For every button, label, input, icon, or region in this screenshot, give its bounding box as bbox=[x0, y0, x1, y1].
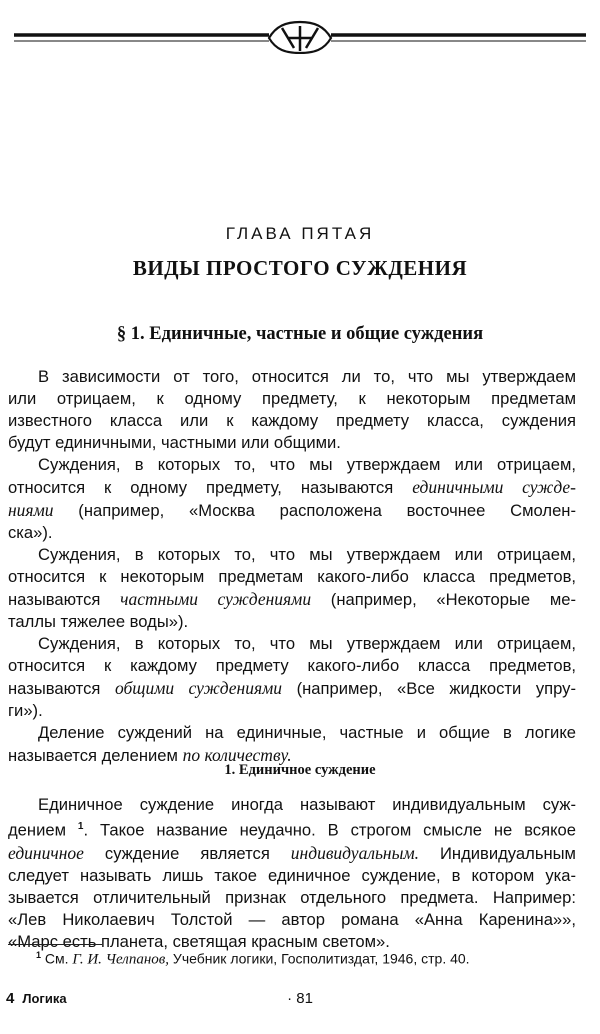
text-line: или отрицаем, к одному предмету, к некоторым предметам bbox=[8, 389, 576, 408]
subsection-body bbox=[8, 794, 576, 953]
text-line: ска»). bbox=[8, 523, 53, 542]
section-title: § 1. Единичные, частные и общие суждения bbox=[116, 324, 484, 344]
footnote-mark: 1 bbox=[36, 950, 42, 960]
text-line: относится к каждому предмету какого-либо класса предметов, bbox=[8, 656, 576, 675]
text-line: таллы тяжелее воды»). bbox=[8, 612, 189, 631]
text-line: Суждения, в которых то, что мы утверждаем или отрицаем, bbox=[38, 455, 576, 474]
chapter-label: ГЛАВА ПЯТАЯ bbox=[225, 224, 375, 243]
text-line: относится к одному предмету, называются единичными сужде- bbox=[8, 477, 576, 497]
text-line: «Марс есть планета, светящая красным светом». bbox=[8, 931, 390, 951]
text-line: дением $^1$. Такое название неудачно. В строгом смысле не всякое bbox=[8, 820, 576, 840]
subsection-title: 1. Единичное суждение bbox=[224, 762, 376, 778]
text-line: относится к некоторым предметам какого-либо класса предметов, bbox=[8, 567, 576, 586]
chapter-title: ВИДЫ ПРОСТОГО СУЖДЕНИЯ bbox=[132, 256, 468, 280]
text-line: следует называть лишь такое единичное суждение, в котором ука- bbox=[8, 865, 576, 885]
text-line: ниями (например, «Москва расположена восточнее Смолен- bbox=[8, 500, 576, 520]
text-line: известного класса или к каждому предмету класса, суждения bbox=[8, 411, 576, 430]
text-line: Единичное суждение иногда называют индивидуальным суж- bbox=[38, 795, 576, 814]
printer-signature: 4 Логика bbox=[6, 990, 67, 1007]
footnote-author: Г. И. Челпанов, bbox=[72, 951, 170, 968]
text-line: ги»). bbox=[8, 701, 43, 720]
text-line: называются частными суждениями (например, «Некоторые ме- bbox=[8, 589, 576, 609]
text-line: Суждения, в которых то, что мы утверждаем или отрицаем, bbox=[38, 545, 576, 564]
text-line: называются общими суждениями (например, «Все жидкости упру- bbox=[8, 678, 576, 698]
footnote-ref: 1 bbox=[77, 821, 84, 832]
page-number: · 81 bbox=[287, 990, 313, 1007]
ornament-header-rule-icon bbox=[14, 18, 586, 54]
footnote-divider bbox=[8, 944, 102, 945]
text-line: В зависимости от того, относится ли то, что мы утверждаем bbox=[38, 367, 576, 386]
text-line: будут единичными, частными или общими. bbox=[8, 433, 341, 452]
text-line: называется делением по количеству. bbox=[8, 745, 292, 765]
footnote: $^1$ См. Г. И. Челпанов, Учебник логики, Госполитиздат, 1946, стр. 40. bbox=[36, 950, 470, 968]
text-line: «Лев Николаевич Толстой — автор романа «Анна Каренина»», bbox=[8, 909, 576, 929]
text-line: Суждения, в которых то, что мы утверждаем или отрицаем, bbox=[38, 634, 576, 653]
text-line: зывается отличительный признак отдельного предмета. Например: bbox=[8, 887, 576, 907]
text-line: единичное суждение является индивидуальным. Индивидуальным bbox=[8, 842, 576, 863]
text-line: Деление суждений на единичные, частные и общие в логике bbox=[38, 723, 576, 742]
section-body bbox=[8, 366, 576, 767]
